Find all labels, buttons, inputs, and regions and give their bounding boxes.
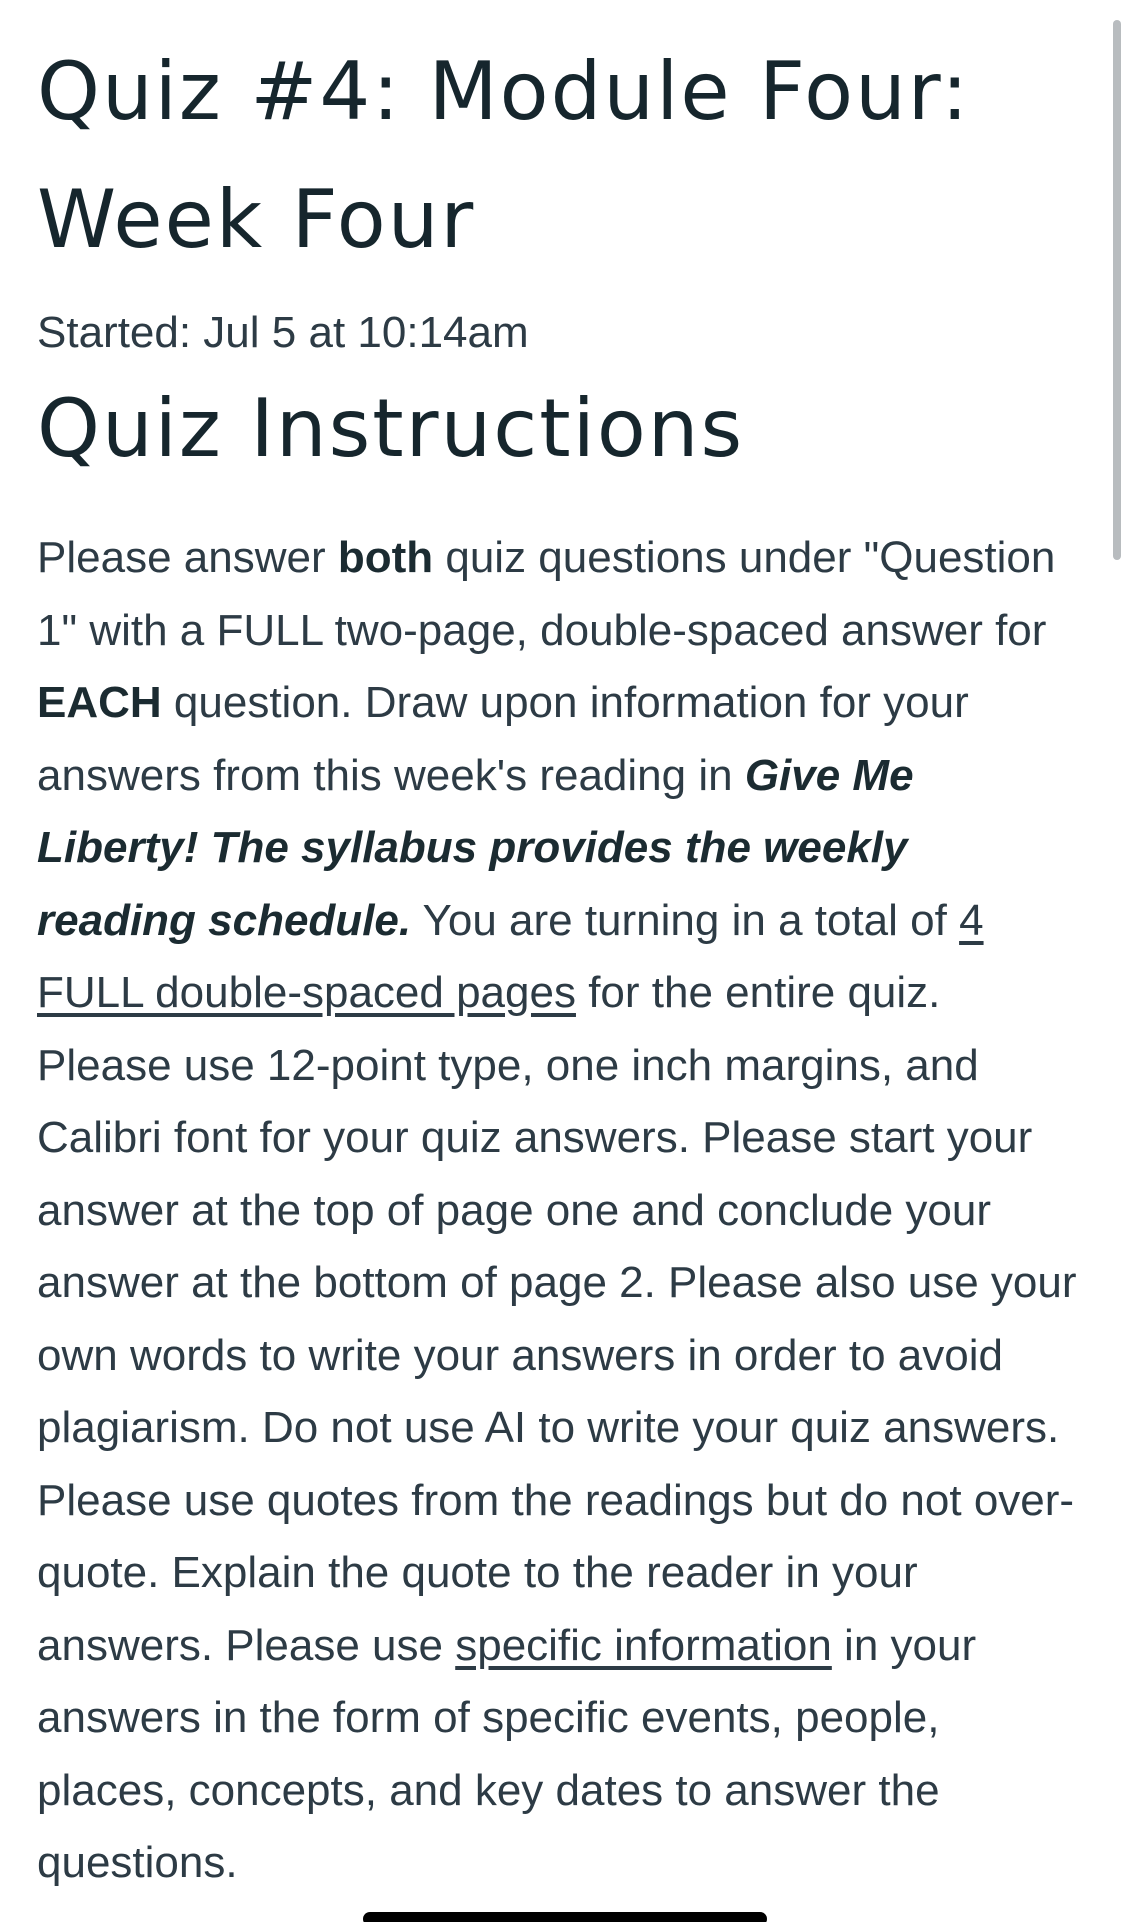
vertical-scrollbar[interactable] [1113, 20, 1121, 560]
instructions-text-part: Please answer [37, 533, 338, 582]
instructions-heading: Quiz Instructions [37, 382, 745, 475]
specific-information: specific information [455, 1620, 832, 1670]
reading-reference: Give Me Liberty! The syllabus provides the weekly reading schedule. [37, 750, 914, 945]
page-requirement: 4 FULL double-spaced pages [37, 895, 984, 1017]
page-title: Quiz #4: Module Four: Week Four [37, 45, 971, 266]
instructions-text-part: in your answers in the form of specific events, people, places, concepts, and key dates to answer the questions. [37, 1620, 977, 1887]
started-timestamp: Started: Jul 5 at 10:14am [37, 308, 529, 357]
home-indicator[interactable] [363, 1912, 767, 1922]
instructions-text-part: question. Draw upon information for your answers from this week's reading in [37, 678, 969, 800]
instructions-text-part: You are turning in a total of [411, 895, 960, 945]
instructions-text [37, 522, 1077, 1900]
quiz-content [37, 28, 1077, 1900]
instructions-text-part: quiz questions under "Question 1" with a FULL two-page, double-spaced answer for [37, 533, 1056, 655]
emphasis-each: EACH [37, 678, 162, 727]
emphasis-both: both [337, 533, 434, 582]
instructions-text-part: for the entire quiz. Please use 12-point type, one inch margins, and Calibri font for your quiz answers. Please start your answer at the top of page one and conclude your answer at the bottom of page 2. Please also use your own words to write your answers in order to avoid plagiarism. Do not use AI to write your quiz answers. Please use quotes from the readings but do not over-quote. Explain the quote to the reader in your answers. Please use [37, 968, 1077, 1670]
